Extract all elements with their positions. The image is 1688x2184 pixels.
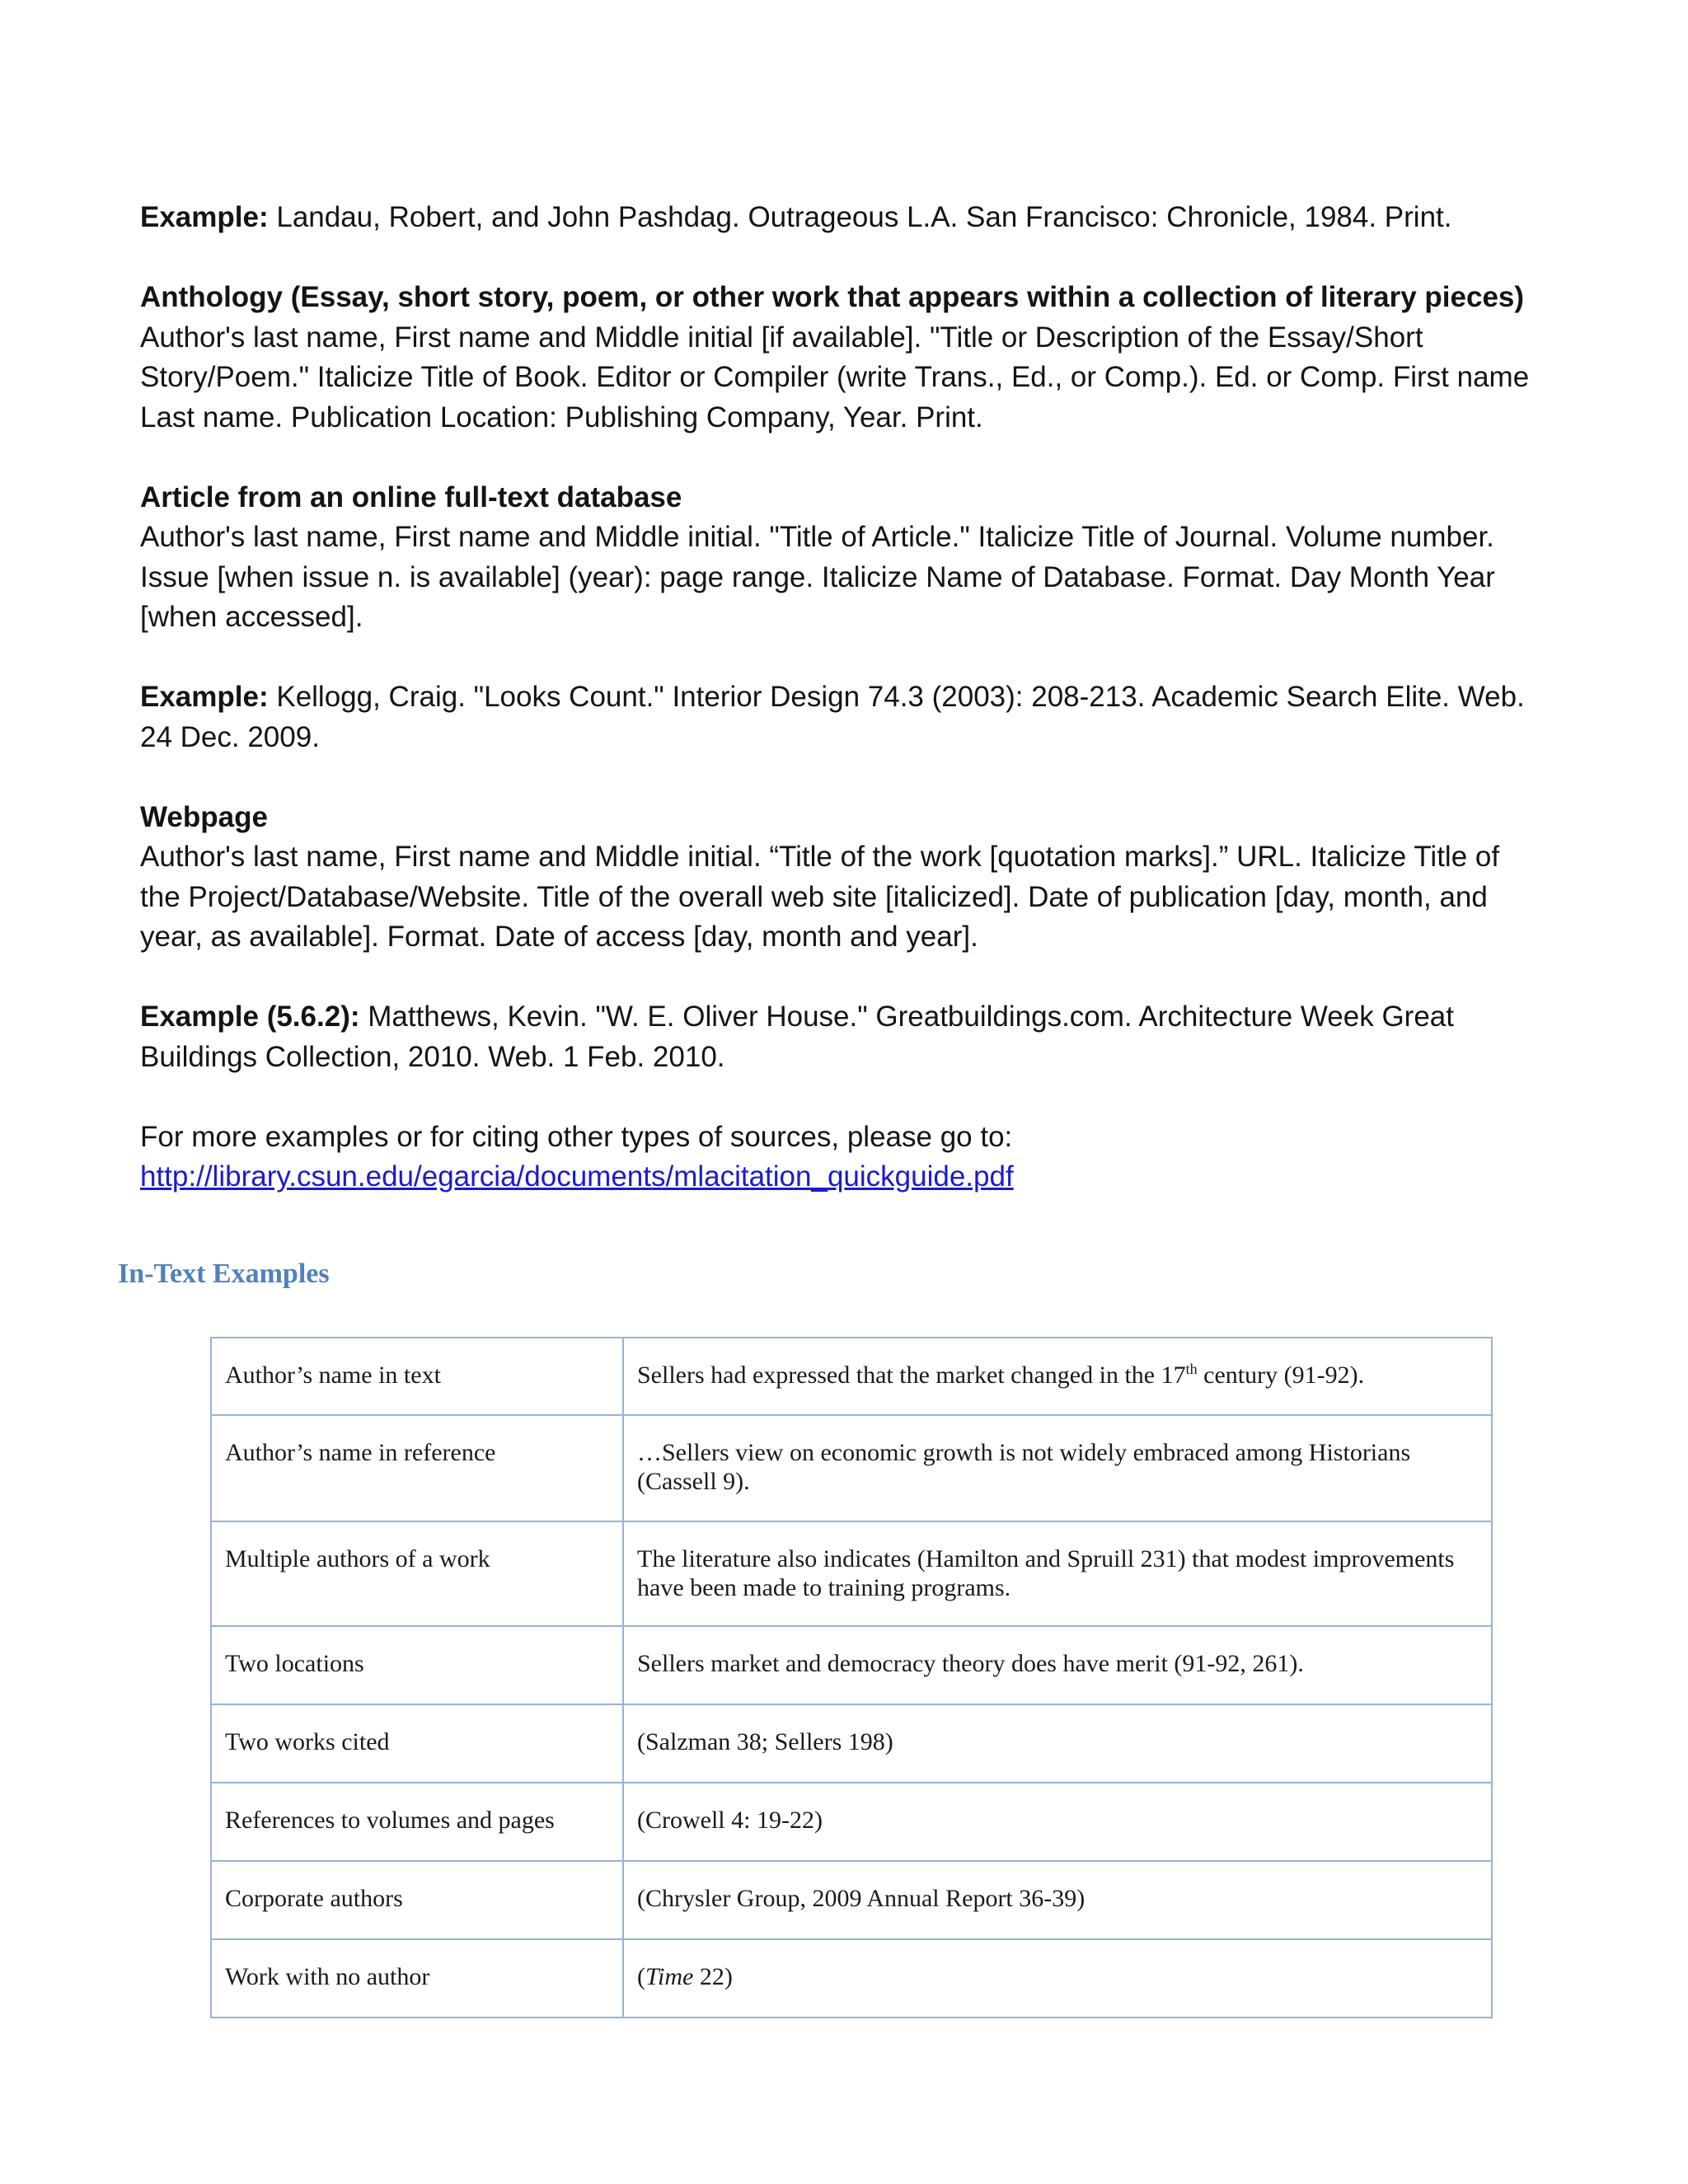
table-row (211, 1626, 1492, 1704)
intext-examples-table (210, 1337, 1493, 2018)
anthology-heading: Anthology (Essay, short story, poem, or other work that appears within a collection of literary pieces) (140, 281, 1525, 313)
row-example: …Sellers view on economic growth is not widely embraced among Historians (Cassell 9). (623, 1415, 1492, 1521)
table-row (211, 1861, 1492, 1939)
row-label: Corporate authors (211, 1861, 623, 1939)
row-example: (Chrysler Group, 2009 Annual Report 36-39) (623, 1861, 1492, 1939)
superscript: th (1185, 1361, 1198, 1377)
row-label: Two locations (211, 1626, 623, 1704)
more-examples-text: For more examples or for citing other types of sources, please go to: (140, 1120, 1013, 1153)
webpage-heading: Webpage (140, 800, 268, 833)
row-example: (Time 22) (623, 1939, 1492, 2018)
quickguide-link[interactable]: http://library.csun.edu/egarcia/documents/mlacitation_quickguide.pdf (140, 1160, 1014, 1193)
table-row (211, 1415, 1492, 1521)
more-examples (140, 1118, 1541, 1197)
table-row (211, 1338, 1492, 1415)
table-row (211, 1783, 1492, 1861)
row-label: References to volumes and pages (211, 1783, 623, 1861)
database-section (140, 478, 1541, 638)
row-example: The literature also indicates (Hamilton and Spruill 231) that modest improvements have been made to training programs. (623, 1521, 1492, 1626)
table-row (211, 1704, 1492, 1783)
example-matthews (140, 997, 1541, 1077)
example-label: Example: (140, 681, 269, 713)
database-text: Author's last name, First name and Middle initial. "Title of Article." Italicize Title of Journal. Volume number. Issue [when issue n. is available] (year): page range. Italicize Name of Database. Format. Day Month Year [when accessed]. (140, 521, 1495, 633)
row-example: Sellers had expressed that the market changed in the 17th century (91-92). (623, 1338, 1492, 1415)
row-example: Sellers market and democracy theory does have merit (91-92, 261). (623, 1626, 1492, 1704)
row-label: Work with no author (211, 1939, 623, 2018)
row-label: Author’s name in text (211, 1338, 623, 1415)
webpage-section (140, 798, 1541, 958)
table-row (211, 1521, 1492, 1626)
intext-heading: In-Text Examples (118, 1258, 330, 1289)
example-text: Landau, Robert, and John Pashdag. Outrageous L.A. San Francisco: Chronicle, 1984. Print. (268, 201, 1452, 233)
row-label: Multiple authors of a work (211, 1521, 623, 1626)
anthology-text: Author's last name, First name and Middle initial [if available]. "Title or Description of the Essay/Short Story/Poem." Italicize Title of Book. Editor or Compiler (write Trans., Ed., or Comp.). Ed. or Comp. First name Last name. Publication Location: Publishing Company, Year. Print. (140, 321, 1530, 434)
example-label: Example (5.6.2): (140, 1001, 360, 1033)
anthology-section (140, 278, 1541, 438)
row-example: (Crowell 4: 19-22) (623, 1783, 1492, 1861)
example-text: Kellogg, Craig. "Looks Count." Interior Design 74.3 (2003): 208-213. Academic Search Elite. Web. 24 Dec. 2009. (140, 681, 1525, 753)
row-example: (Salzman 38; Sellers 198) (623, 1704, 1492, 1783)
italic-title: Time (645, 1963, 694, 1990)
citation-body (140, 198, 1541, 1237)
row-label: Author’s name in reference (211, 1415, 623, 1521)
example-kellogg (140, 677, 1541, 757)
example-landau (140, 198, 1541, 238)
webpage-text: Author's last name, First name and Middle initial. “Title of the work [quotation marks].” URL. Italicize Title of the Project/Database/Website. Title of the overall web site [italicized]. Date of publication [day, month, and year, as available]. Format. Date of access [day, month and year]. (140, 841, 1500, 953)
table-row (211, 1939, 1492, 2018)
example-text: Matthews, Kevin. "W. E. Oliver House." Greatbuildings.com. Architecture Week Great Buildings Collection, 2010. Web. 1 Feb. 2010. (140, 1001, 1454, 1073)
database-heading: Article from an online full-text database (140, 480, 682, 513)
example-label: Example: (140, 201, 269, 233)
row-label: Two works cited (211, 1704, 623, 1783)
